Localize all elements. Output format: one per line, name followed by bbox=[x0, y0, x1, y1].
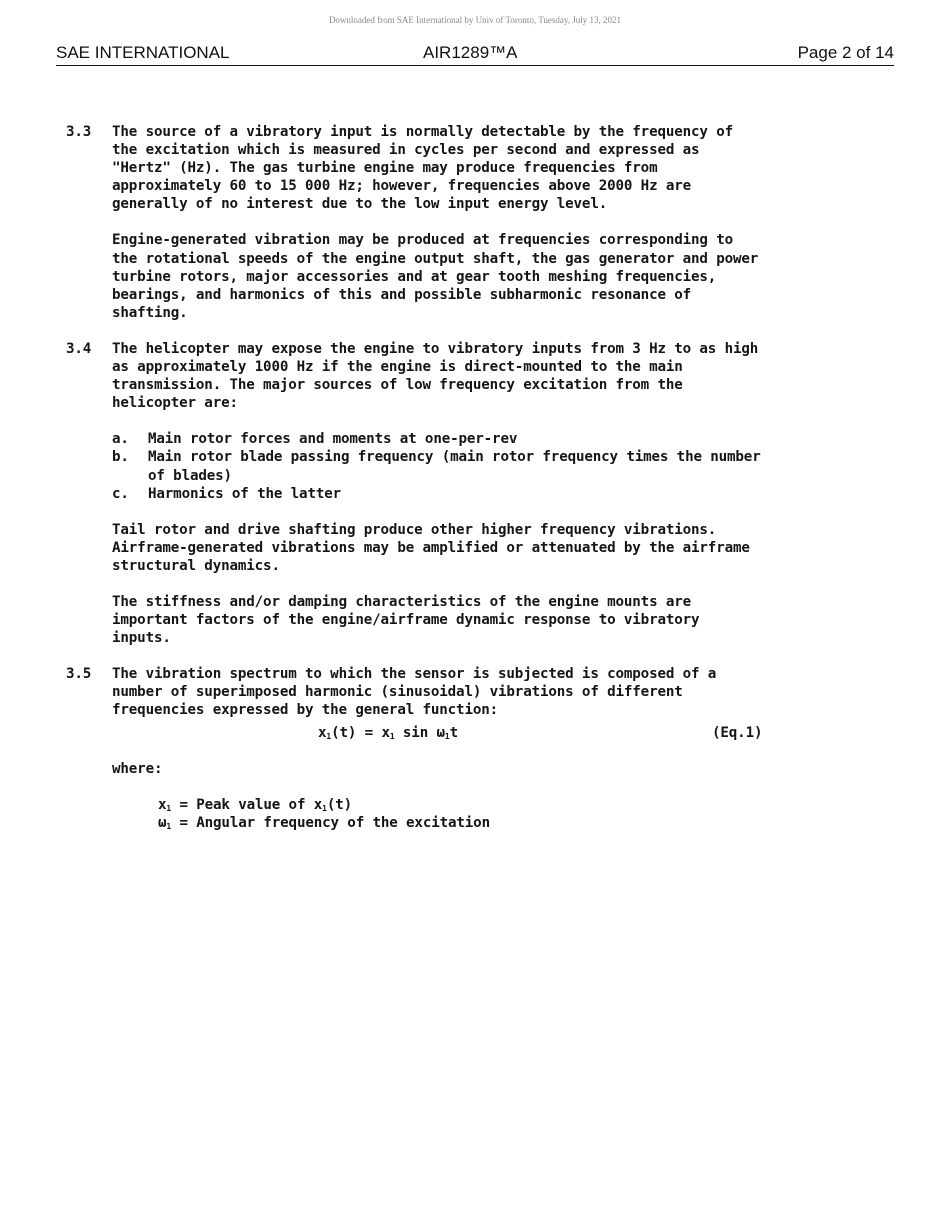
section-number: 3.5 bbox=[66, 666, 92, 683]
section-3-3 bbox=[66, 123, 836, 322]
equation-number: (Eq.1) bbox=[712, 724, 763, 741]
section-3-4 bbox=[66, 340, 836, 647]
list-item bbox=[112, 430, 832, 448]
document-body bbox=[66, 123, 836, 832]
publisher-name: SAE INTERNATIONAL bbox=[56, 43, 230, 62]
paragraph: Tail rotor and drive shafting produce other higher frequency vibrations. Airframe-generated vibrations may be amplified or attenuated by the airframe structural dynamics. bbox=[112, 521, 750, 574]
list-item bbox=[112, 485, 832, 503]
page-header bbox=[56, 43, 894, 66]
list-item bbox=[112, 448, 832, 484]
definition-peak-value: $x_1$ = Peak value of $x_1(t)$ bbox=[158, 796, 352, 813]
paragraph: The source of a vibratory input is normally detectable by the frequency of the excitation which is measured in cycles per second and expressed as "Hertz" (Hz). The gas turbine engine may produce frequencies from approximately 60 to 15 000 Hz; however, frequencies above 2000 Hz are generally of no interest due to the low input energy level. bbox=[112, 124, 733, 213]
section-number: 3.4 bbox=[66, 340, 92, 357]
list-marker: c. bbox=[112, 485, 129, 502]
paragraph: The vibration spectrum to which the sensor is subjected is composed of a number of superimposed harmonic (sinusoidal) vibrations of different frequencies expressed by the general function: bbox=[112, 666, 717, 719]
equation-1 bbox=[66, 724, 836, 742]
list-marker: b. bbox=[112, 449, 129, 466]
paragraph: The helicopter may expose the engine to vibratory inputs from 3 Hz to as high as approximately 1000 Hz if the engine is direct-mounted to the main transmission. The major sources of low frequency excitation from the helicopter are: bbox=[112, 340, 759, 412]
source-list bbox=[112, 430, 832, 502]
list-item-text: Main rotor blade passing frequency (main rotor frequency times the number of blades) bbox=[148, 449, 761, 484]
list-item-text: Harmonics of the latter bbox=[148, 485, 342, 502]
page-number: Page 2 of 14 bbox=[797, 43, 894, 62]
list-item-text: Main rotor forces and moments at one-per-rev bbox=[148, 431, 518, 448]
paragraph: The stiffness and/or damping characteristics of the engine mounts are important factors of the engine/airframe dynamic response to vibratory inputs. bbox=[112, 593, 700, 647]
download-watermark: Downloaded from SAE International by Univ of Toronto, Tuesday, July 13, 2021 bbox=[328, 15, 622, 25]
paragraph: Engine-generated vibration may be produced at frequencies corresponding to the rotational speeds of the engine output shaft, the gas generator and power turbine rotors, major accessories and at gear tooth meshing frequencies, bearings, and harmonics of this and possible subharmonic resonance of shafting. bbox=[112, 232, 759, 321]
variable-definitions bbox=[158, 796, 836, 832]
where-label: where: bbox=[112, 760, 163, 777]
definition-angular-frequency: $\omega_1$ = Angular frequency of the excitation bbox=[158, 814, 490, 831]
document-number: AIR1289™A bbox=[423, 43, 518, 62]
section-number: 3.3 bbox=[66, 124, 92, 140]
list-marker: a. bbox=[112, 431, 129, 448]
section-3-5 bbox=[66, 665, 836, 719]
equation-expression: $x_1(t) = x_1$ $\sin \omega_1t$ bbox=[318, 724, 458, 741]
